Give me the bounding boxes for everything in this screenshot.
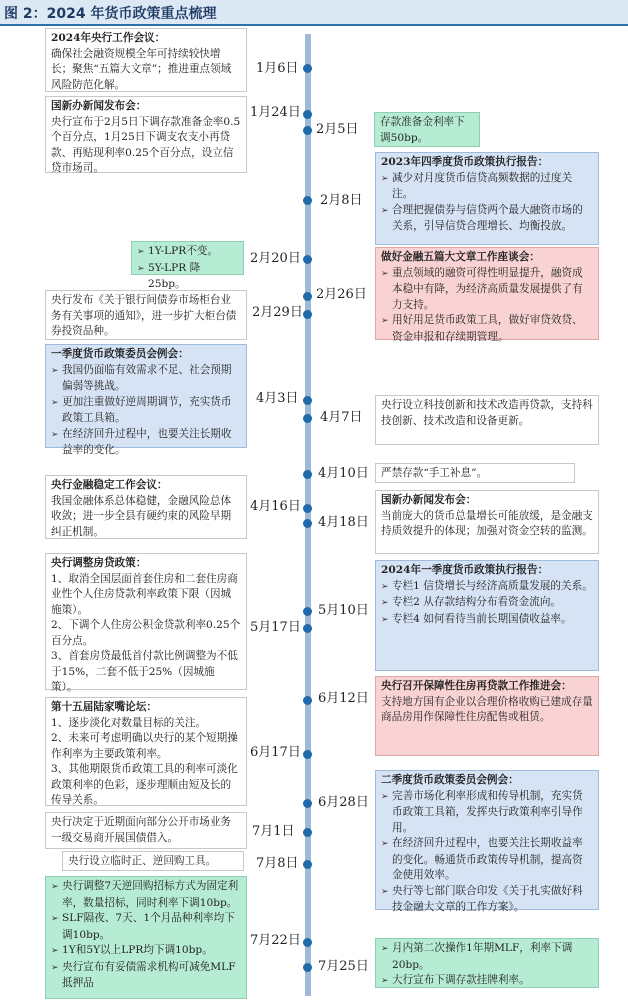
event-title: 第十五届陆家嘴论坛： [51,701,157,713]
event-title: 国新办新闻发布会： [381,494,477,506]
timeline-dot [303,750,312,759]
date-label: 5月10日 [318,603,369,618]
event-text: 2、未来可考虑明确以央行的某个短期操作利率为主要政策利率。 [51,732,238,760]
timeline-dot [303,607,312,616]
event-text: 央行宣布于2月5日下调存款准备金率0.5个百分点，1月25日下调支农支小再贷款、再贴现利率0.25个百分点，设立信贷市场司。 [51,115,241,174]
event-box-feb20 [131,241,244,290]
event-box-apr16 [45,475,247,539]
event-title: 一季度货币政策委员会例会： [51,348,189,360]
timeline-dot [303,624,312,633]
event-box-jan24 [45,96,247,173]
event-text: 央行决定于近期面向部分公开市场业务一级交易商开展国债借入。 [51,816,232,844]
timeline-dot [303,292,312,301]
event-text: 央行设立科技创新和技术改造再贷款，支持科技创新、技术改造和设备更新。 [381,399,593,427]
figure-title-bar [0,0,628,26]
event-text: 1、取消全国层面首套住房和二套住房商业性个人住房贷款利率政策下限（因城施策）。 [51,572,238,616]
date-label: 2月8日 [320,193,363,208]
event-text: 存款准备金利率下调50bp。 [380,116,465,144]
event-box-jul22 [45,876,247,999]
event-box-apr18 [375,490,599,554]
event-bullet: ➢ 重点领域的融资可得性明显提升，融资成本稳中有降，为经济高质量发展提供了有力支持。 [381,266,593,314]
event-bullet: ➢ 央行调整7天逆回购招标方式为固定利率，数量招标，同时利率下调10bp。 [51,879,241,911]
event-bullet: ➢ 更加注重做好逆周期调节，充实货币政策工具箱。 [51,395,241,427]
timeline-dot [303,396,312,405]
date-label: 2月20日 [250,251,301,266]
event-bullet: ➢ SLF隔夜、7天、1个月品种利率均下调10bp。 [51,911,241,943]
event-box-apr3 [45,344,247,456]
event-title: 2024年一季度货币政策执行报告： [381,564,549,576]
event-box-may10 [375,560,599,671]
event-text: 1、逐步淡化对数量目标的关注。 [51,716,207,729]
date-label: 7月8日 [256,856,299,871]
event-box-jul8 [62,851,244,871]
date-label: 4月7日 [320,410,363,425]
date-label: 6月17日 [250,745,301,760]
timeline-dot [303,938,312,947]
date-label: 5月17日 [250,620,301,635]
figure-title: 图 2：2024 年货币政策重点梳理 [4,6,217,22]
timeline-dot [303,504,312,513]
event-box-feb26 [375,247,599,343]
timeline-dot [303,64,312,73]
event-text: 央行设立临时正、逆回购工具。 [68,855,217,867]
event-bullet: ➢ 1Y-LPR不变。 [137,244,238,261]
event-text: 当前庞大的货币总量增长可能放缓，是金融支持质效提升的体现；加强对资金空转的监测。 [381,509,593,537]
event-bullet: ➢ 5Y-LPR 降 25bp。 [137,261,238,293]
event-box-apr10 [375,463,575,483]
event-bullet: ➢ 用好用足货币政策工具，做好审贷效贷、资金申报和存续期管理。 [381,313,593,345]
date-label: 4月18日 [318,515,369,530]
event-bullet: ➢ 在经济回升过程中，也要关注长期收益率的变化。 [51,427,241,459]
event-title: 国新办新闻发布会： [51,100,147,112]
event-bullet: ➢ 央行宣布有妥债需求机构可减免MLF抵押品 [51,960,241,992]
event-text: 央行发布《关于银行间债券市场柜台业务有关事项的通知》，进一步扩大柜台债券投资品种。 [51,294,237,337]
event-text: 3、其他期限货币政策工具的利率可淡化政策利率的色彩，逐步理顺由短及长的传导关系。 [51,763,238,806]
event-box-jan6 [45,28,247,92]
date-label: 2月29日 [252,305,303,320]
event-bullet: ➢ 合理把握债券与信贷两个最大融资市场的关系，引导信贷合理增长、均衡投放。 [381,203,593,235]
event-text: 2、下调个人住房公积金贷款利率0.25个百分点。 [51,619,241,647]
date-label: 7月22日 [250,933,301,948]
timeline-dot [303,696,312,705]
event-bullet: ➢ 专栏4 如何看待当前长期国债收益率。 [381,612,593,629]
event-box-jun12 [375,676,599,756]
date-label: 2月5日 [316,122,359,137]
date-label: 6月12日 [318,691,369,706]
timeline-dot [303,828,312,837]
date-label: 6月28日 [318,795,369,810]
event-text: 确保社会融资规模全年可持续较快增长；聚焦“五篇大文章”；推进重点领域风险防范化解。 [51,47,232,91]
timeline-dot [303,110,312,119]
timeline-dot [303,470,312,479]
event-box-jul25 [375,938,599,988]
event-box-jul1 [45,812,247,849]
event-bullet: ➢ 在经济回升过程中，也要关注长期收益率的变化。畅通货币政策传导机制，提高资金使用效率。 [381,836,593,884]
event-bullet: ➢ 1Y和5Y以上LPR均下调10bp。 [51,943,241,960]
event-text: 我国金融体系总体稳健，金融风险总体收敛；进一步全县有硬约束的风险早期纠正机制。 [51,494,232,538]
date-label: 1月6日 [256,61,299,76]
event-bullet: ➢ 专栏1 信贷增长与经济高质量发展的关系。 [381,579,593,596]
date-label: 7月1日 [252,824,295,839]
event-bullet: ➢ 我国仍面临有效需求不足、社会预期偏弱等挑战。 [51,363,241,395]
date-label: 7月25日 [318,959,369,974]
timeline-dot [303,126,312,135]
event-bullet: ➢ 减少对月度货币信贷高频数据的过度关注。 [381,171,593,203]
event-bullet: ➢ 完善市场化利率形成和传导机制，充实货币政策工具箱，发挥央行政策利率引导作用。 [381,789,593,837]
event-box-feb29 [45,290,247,340]
event-box-jun17 [45,697,247,806]
event-title: 做好金融五篇大文章工作座谈会： [381,251,540,263]
event-title: 2024年央行工作会议： [51,32,166,44]
event-title: 央行召开保障性住房再贷款工作推进会： [381,680,572,692]
timeline-dot [303,519,312,528]
event-bullet: ➢ 央行等七部门联合印发《关于扎实做好科技金融大文章的工作方案》。 [381,884,593,916]
timeline-dot [303,310,312,319]
timeline-dot [303,860,312,869]
event-box-may17 [45,553,247,693]
date-label: 4月3日 [256,391,299,406]
timeline-dot [303,414,312,423]
timeline-axis [305,34,311,996]
event-box-apr7 [375,395,599,445]
event-text: 3、首套房贷最低首付款比例调整为不低于15%，二套不低于25%（因城施策）。 [51,650,238,693]
timeline-dot [303,799,312,808]
event-title: 央行调整房贷政策： [51,557,147,569]
event-title: 2023年四季度货币政策执行报告： [381,156,549,168]
date-label: 2月26日 [316,287,367,302]
event-box-feb5 [374,112,480,147]
event-title: 央行金融稳定工作会议： [51,479,168,491]
event-bullet: ➢ 月内第二次操作1年期MLF，利率下调20bp。 [381,941,593,973]
event-box-jun28 [375,770,599,913]
event-title: 二季度货币政策委员会例会： [381,774,519,786]
timeline-dot [303,196,312,205]
timeline-dot [303,255,312,264]
event-text: 支持地方国有企业以合理价格收购已建成存量商品房用作保障性住房配售或租赁。 [381,695,593,723]
event-bullet: ➢ 专栏2 从存款结构分布看资金流向。 [381,595,593,612]
timeline-dot [303,963,312,972]
date-label: 1月24日 [250,105,301,120]
event-bullet: ➢ 大行宣布下调存款挂牌利率。 [381,973,593,990]
event-box-feb8 [375,152,599,245]
date-label: 4月16日 [250,499,301,514]
date-label: 4月10日 [318,466,369,481]
event-text: 严禁存款“手工补息”。 [381,467,488,479]
